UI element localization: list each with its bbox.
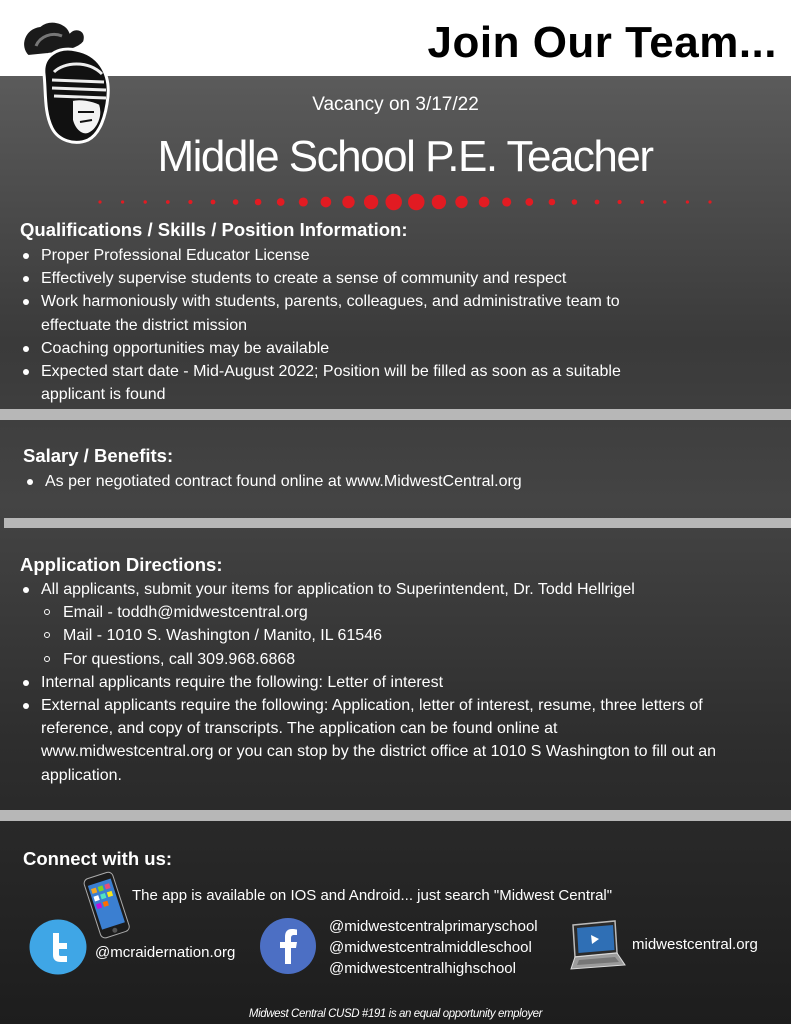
sub-list-item: Email - toddh@midwestcentral.org [20, 601, 730, 624]
list-item: Internal applicants require the following: Letter of interest [20, 671, 730, 694]
list-item: Effectively supervise students to create a sense of community and respect [20, 267, 680, 290]
application-list [20, 578, 730, 787]
facebook-handle-middle[interactable]: @midwestcentralmiddleschool [329, 939, 532, 956]
application-heading: Application Directions: [20, 554, 223, 575]
salary-list [24, 470, 724, 493]
facebook-handle-high[interactable]: @midwestcentralhighschool [329, 960, 516, 977]
page-title: Join Our Team... [427, 18, 777, 67]
divider-dot [572, 199, 578, 205]
sub-list-item: For questions, call 309.968.6868 [20, 648, 730, 671]
app-availability-text: The app is available on IOS and Android... just search "Midwest Central" [132, 887, 613, 904]
section-divider [4, 518, 791, 528]
divider-dot [455, 196, 467, 208]
connect-heading: Connect with us: [23, 848, 173, 869]
divider-dot [385, 194, 401, 210]
list-item: Work harmoniously with students, parents, colleagues, and administrative team to effectuate the district mission [20, 290, 680, 336]
divider-dot [98, 200, 101, 203]
qualifications-heading: Qualifications / Skills / Position Information: [20, 219, 408, 240]
website-link[interactable]: midwestcentral.org [632, 936, 758, 953]
divider-dot [708, 200, 711, 203]
facebook-icon[interactable] [260, 918, 316, 974]
divider-dot [211, 200, 216, 205]
divider-dot [479, 197, 490, 208]
knight-mascot-icon [18, 16, 118, 146]
divider-dot [277, 198, 285, 206]
list-item: External applicants require the following: Application, letter of interest, resume, three letters of reference, and copy of transcripts. The application can be found online at www.midwestcentral.org or you can stop by the district office at 1010 S Washington to fill out an application. [20, 694, 730, 787]
divider-dot [121, 200, 124, 203]
section-divider [0, 810, 791, 821]
list-item: As per negotiated contract found online at www.MidwestCentral.org [24, 470, 724, 493]
divider-dot [618, 200, 622, 204]
divider-dot [299, 197, 308, 206]
list-item: All applicants, submit your items for application to Superintendent, Dr. Todd Hellrigel [20, 578, 730, 601]
divider-dot [502, 197, 511, 206]
list-item: Expected start date - Mid-August 2022; Position will be filled as soon as a suitable applicant is found [20, 360, 680, 406]
job-title: Middle School P.E. Teacher [157, 132, 653, 181]
facebook-handle-primary[interactable]: @midwestcentralprimaryschool [329, 918, 538, 935]
divider-dot [321, 197, 332, 208]
laptop-icon [565, 919, 627, 973]
divider-dot [640, 200, 644, 204]
equal-opportunity-statement: Midwest Central CUSD #191 is an equal opportunity employer [248, 1008, 543, 1020]
divider-dot [432, 195, 446, 209]
sub-list-item: Mail - 1010 S. Washington / Manito, IL 61546 [20, 624, 730, 647]
divider-dot [342, 196, 354, 208]
divider-dot [663, 200, 666, 203]
list-item: Coaching opportunities may be available [20, 337, 680, 360]
vacancy-date: Vacancy on 3/17/22 [312, 94, 479, 115]
twitter-handle[interactable]: @mcraidernation.org [95, 944, 236, 961]
divider-dot [686, 200, 689, 203]
divider-dot [166, 200, 170, 204]
facebook-handles [329, 916, 538, 979]
divider-dot [595, 200, 600, 205]
section-divider [0, 409, 791, 420]
list-item: Proper Professional Educator License [20, 244, 680, 267]
divider-dot [188, 200, 192, 204]
divider-dot [549, 199, 556, 206]
divider-dot [364, 195, 378, 209]
divider-dot [408, 194, 424, 210]
salary-heading: Salary / Benefits: [23, 445, 174, 466]
divider-dot [525, 198, 533, 206]
qualifications-list [20, 244, 680, 406]
twitter-icon[interactable] [29, 919, 87, 975]
divider-dot [255, 199, 262, 206]
divider-dot [233, 199, 239, 205]
header [0, 0, 791, 76]
dot-divider [90, 190, 720, 214]
divider-dot [143, 200, 146, 203]
